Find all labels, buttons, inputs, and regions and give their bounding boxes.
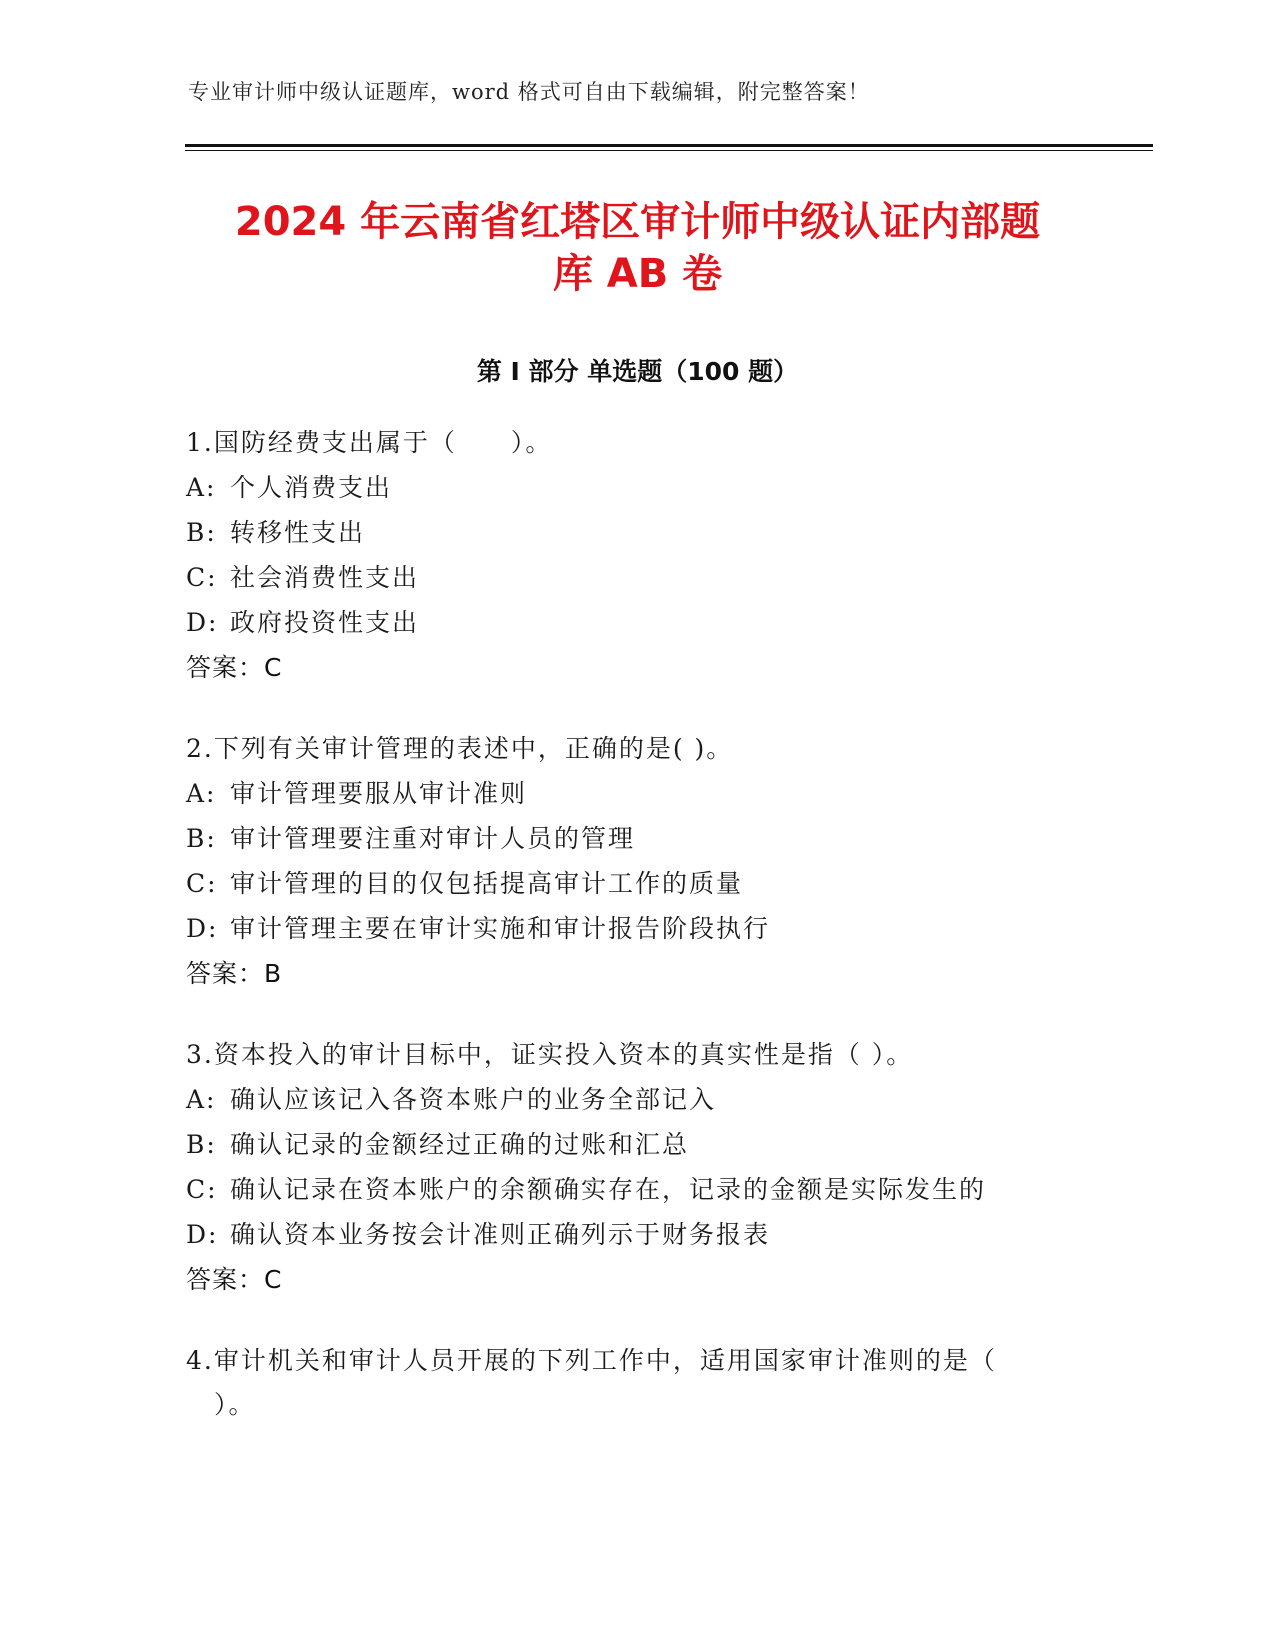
answer: 答案：C [186, 653, 283, 682]
question-1 [186, 421, 1066, 691]
option-text: 政府投资性支出 [230, 608, 420, 637]
option-letter: C: [186, 869, 218, 898]
option-letter: A: [186, 473, 217, 502]
question-4 [186, 1339, 1066, 1427]
option-letter: A: [186, 779, 217, 808]
option-text: 确认资本业务按会计准则正确列示于财务报表 [230, 1220, 771, 1249]
option-text: 社会消费性支出 [230, 563, 420, 592]
question-stem-line-1: 4.审计机关和审计人员开展的下列工作中，适用国家审计准则的是（ [186, 1346, 997, 1375]
option-a [186, 1077, 1066, 1122]
option-a [186, 465, 1066, 510]
option-b [186, 816, 1066, 861]
option-text: 确认记录的金额经过正确的过账和汇总 [230, 1130, 690, 1159]
option-letter: D: [186, 1220, 219, 1249]
option-text: 确认应该记入各资本账户的业务全部记入 [230, 1085, 717, 1114]
option-letter: C: [186, 563, 218, 592]
option-c [186, 555, 1066, 600]
question-stem-line-2: ）。 [214, 1390, 256, 1419]
option-a [186, 771, 1066, 816]
option-text: 确认记录在资本账户的余额确实存在，记录的金额是实际发生的 [230, 1175, 987, 1204]
option-d [186, 600, 1066, 645]
question-stem: 2.下列有关审计管理的表述中，正确的是( )。 [186, 734, 734, 763]
option-b [186, 1122, 1066, 1167]
question-3 [186, 1033, 1066, 1303]
option-text: 审计管理要注重对审计人员的管理 [230, 824, 636, 853]
option-d [186, 1212, 1066, 1257]
section-title: 第 I 部分 单选题（100 题） [476, 357, 799, 386]
header-note: 专业审计师中级认证题库，word 格式可自由下载编辑，附完整答案！ [188, 80, 870, 104]
title-line-1: 2024 年云南省红塔区审计师中级认证内部题 [234, 199, 1041, 245]
option-letter: B: [186, 824, 217, 853]
option-c [186, 1167, 1066, 1212]
option-letter: A: [186, 1085, 217, 1114]
option-letter: D: [186, 914, 219, 943]
option-letter: C: [186, 1175, 218, 1204]
header-rule-thick [185, 144, 1153, 147]
answer: 答案：B [186, 959, 283, 988]
option-text: 审计管理要服从审计准则 [230, 779, 528, 808]
option-text: 转移性支出 [230, 518, 366, 547]
option-letter: B: [186, 518, 217, 547]
title-line-2: 库 AB 卷 [552, 251, 723, 297]
option-text: 个人消费支出 [230, 473, 393, 502]
answer: 答案：C [186, 1265, 283, 1294]
option-text: 审计管理的目的仅包括提高审计工作的质量 [230, 869, 744, 898]
header-rule-thin [185, 150, 1153, 151]
option-b [186, 510, 1066, 555]
option-text: 审计管理主要在审计实施和审计报告阶段执行 [230, 914, 771, 943]
option-letter: B: [186, 1130, 217, 1159]
option-letter: D: [186, 608, 219, 637]
option-c [186, 861, 1066, 906]
option-d [186, 906, 1066, 951]
question-stem: 3.资本投入的审计目标中，证实投入资本的真实性是指（ ）。 [186, 1040, 914, 1069]
question-2 [186, 727, 1066, 997]
document-title [140, 196, 1135, 300]
question-stem: 1.国防经费支出属于（ ）。 [186, 428, 553, 457]
